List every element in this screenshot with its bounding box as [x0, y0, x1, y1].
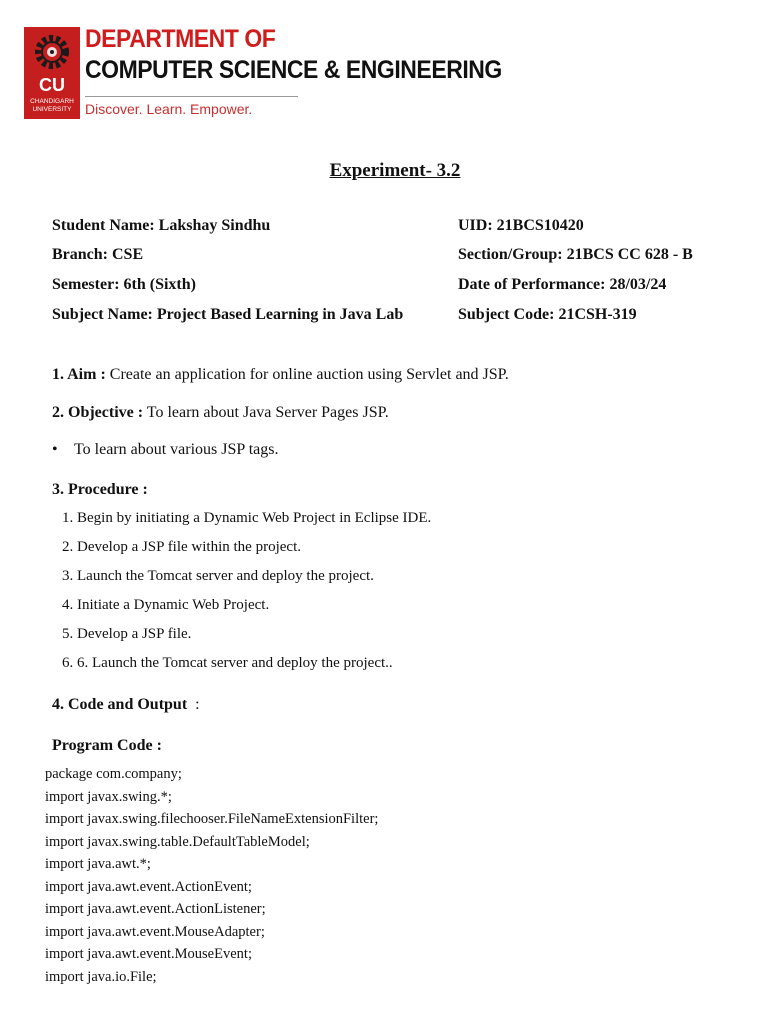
department-line-2: COMPUTER SCIENCE & ENGINEERING [85, 56, 502, 84]
objective-text: To learn about Java Server Pages JSP. [143, 404, 389, 421]
code-line: import java.awt.event.ActionListener; [45, 901, 266, 917]
gear-emblem-icon [31, 31, 73, 73]
subject-code: Subject Code: 21CSH-319 [458, 306, 637, 323]
header-divider [85, 96, 298, 97]
code-line: import java.awt.*; [45, 856, 151, 872]
aim-text: Create an application for online auction using Servlet and JSP. [105, 366, 509, 383]
code-line: import java.awt.event.ActionEvent; [45, 879, 252, 895]
code-line: import java.awt.event.MouseEvent; [45, 946, 252, 962]
branch: Branch: CSE [52, 246, 144, 263]
objective-bullet [52, 441, 278, 459]
procedure-heading: 3. Procedure : [52, 481, 148, 498]
code-line: import javax.swing.*; [45, 789, 172, 805]
semester: Semester: 6th (Sixth) [52, 276, 196, 293]
bullet-text: To learn about various JSP tags. [74, 441, 279, 458]
code-line: import java.awt.event.MouseAdapter; [45, 924, 265, 940]
program-code-heading: Program Code : [52, 737, 162, 754]
department-line-1: DEPARTMENT OF [85, 25, 276, 53]
subject-name: Subject Name: Project Based Learning in Java Lab [52, 306, 404, 323]
logo-text: CU [39, 75, 65, 95]
code-line: import javax.swing.filechooser.FileNameExtensionFilter; [45, 811, 379, 827]
procedure-item: 5. Develop a JSP file. [62, 626, 192, 642]
section-group: Section/Group: 21BCS CC 628 - B [458, 246, 693, 263]
experiment-title: Experiment- 3.2 [329, 160, 461, 181]
code-output-heading: 4. Code and Output : [52, 696, 200, 713]
student-name: Student Name: Lakshay Sindhu [52, 217, 271, 234]
procedure-item: 3. Launch the Tomcat server and deploy the project. [62, 568, 374, 584]
tagline: Discover. Learn. Empower. [85, 101, 253, 117]
uid: UID: 21BCS10420 [458, 217, 584, 234]
code-line: import java.io.File; [45, 969, 157, 985]
objective-label: 2. Objective : [52, 404, 144, 421]
department-header [24, 25, 502, 121]
university-logo [24, 27, 80, 119]
code-line: import javax.swing.table.DefaultTableModel; [45, 834, 310, 850]
date-of-performance: Date of Performance: 28/03/24 [458, 276, 667, 293]
aim-label: 1. Aim : [52, 366, 106, 383]
bullet-dot: • [52, 441, 58, 458]
code-line: package com.company; [45, 766, 182, 782]
procedure-item: 6. 6. Launch the Tomcat server and deploy the project.. [62, 655, 393, 671]
procedure-item: 4. Initiate a Dynamic Web Project. [62, 597, 270, 613]
objective [52, 404, 389, 422]
logo-university-text: CHANDIGARH UNIVERSITY [30, 98, 74, 113]
aim [52, 366, 509, 384]
procedure-item: 1. Begin by initiating a Dynamic Web Project in Eclipse IDE. [62, 510, 432, 526]
procedure-item: 2. Develop a JSP file within the project. [62, 539, 301, 555]
